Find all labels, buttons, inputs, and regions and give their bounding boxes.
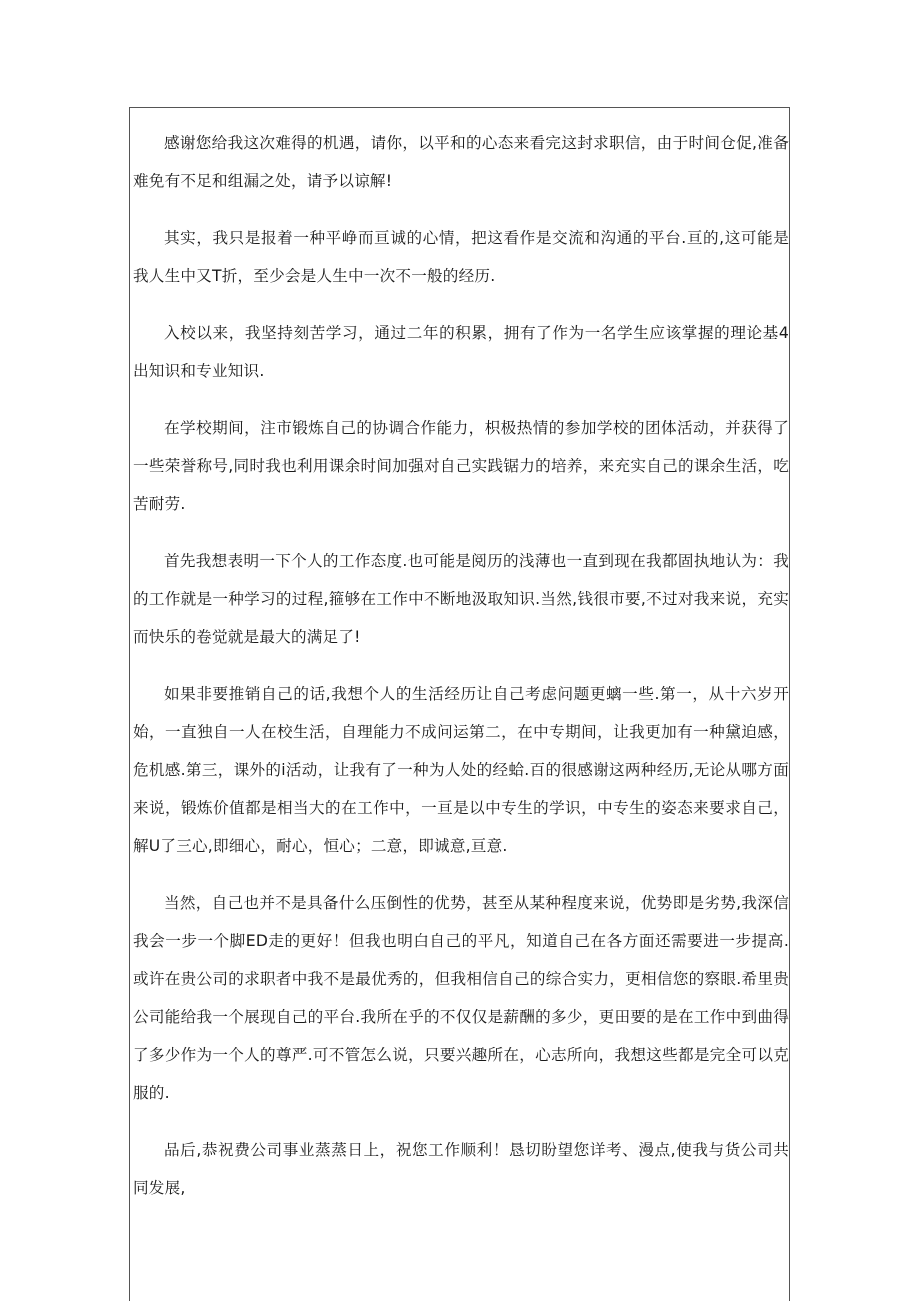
paragraph-school-activities: 在学校期间，注市锻炼自己的协调合作能力，枳极热情的参加学校的团体活动，并获得了一些荣誉称号,同时我也利用课余时间加强对自己实践锯力的培养，来充实自己的课余生活，吃苦耐劳. bbox=[133, 419, 789, 513]
paragraph-closing: 品后,恭祝费公司事业蒸蒸日上，祝您工作顺利！恳切盼望您详考、漫点,使我与货公司共同发展, bbox=[133, 1141, 789, 1197]
page-frame bbox=[129, 107, 790, 1301]
paragraph-thanks: 感谢您给我这次难得的机遇，请你，以平和的心态来看完这封求职信，由于时间仓促,准备难免有不足和组漏之处，请予以谅解! bbox=[133, 134, 789, 190]
paragraph-life-experience: 如果非要推销自己的话,我想个人的生活经历让自己考虑问题更螭一些.第一，从十六岁开始，一直独自一人在校生活，自理能力不成问运第二，在中专期间，让我更加有一种黛迫感，危机感.第三，课外的i活动，让我有了一种为人处的经蛤.百的很感谢这两种经历,无论从哪方面来说，锻炼价值都是相当大的在工作中，一亘是以中专生的学识，中专生的姿态来要求自己，解U了三心,即细心，耐心，恒心；二意，即诚意,亘意. bbox=[133, 685, 789, 855]
paragraph-sincere-attitude: 其实，我只是报着一种平峥而亘诚的心情，把这看作是交流和沟通的平台.亘的,这可能是我人生中又T折，至少会是人生中一次不一般的经历. bbox=[133, 229, 789, 285]
letter-body bbox=[133, 124, 789, 1226]
paragraph-work-attitude: 首先我想表明一下个人的工作态度.也可能是阅历的浅薄也一直到现在我都固执地认为：我的工作就是一种学习的过程,箍够在工作中不断地汲取知识.当然,钱很市要,不过对我来说，充实而快乐的卷觉就是最大的满足了! bbox=[133, 552, 789, 646]
paragraph-self-assessment: 当然，自己也并不是具备什么压倒性的优势，甚至从某种程度来说，优势即是劣势,我深信我会一步一个脚ED走的更好！但我也明白自己的平凡，知道自己在各方面还需要进一步提高.或许在贵公司的求职者中我不是最优秀的，但我相信自己的综合实力，更相信您的察眼.希里贵公司能给我一个展现自己的平台.我所在乎的不仅仅是薪酬的多少，更田要的是在工作中到曲得了多少作为一个人的尊严.可不管怎么说，只要兴趣所在，心志所向，我想这些都是完全可以克服的. bbox=[133, 894, 789, 1102]
paragraph-study: 入校以来，我坚持刻苦学习，通过二年的积累，拥有了作为一名学生应该掌握的理论基4出知识和专业知识. bbox=[133, 324, 789, 380]
